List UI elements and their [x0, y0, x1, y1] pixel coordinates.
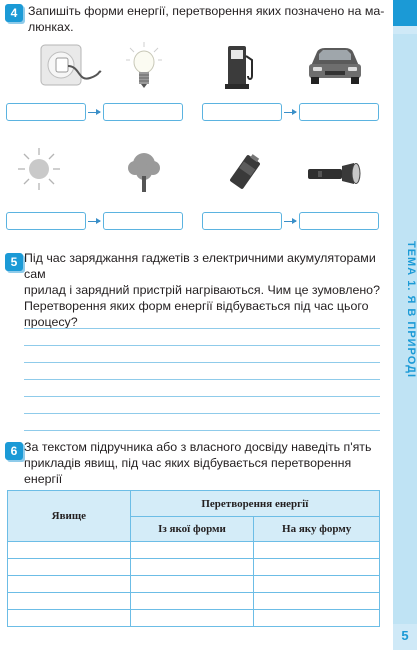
- table-cell[interactable]: [254, 559, 380, 576]
- arrow-icon: [88, 221, 100, 222]
- table-cell[interactable]: [130, 610, 254, 627]
- electric-socket-icon: [38, 42, 102, 92]
- table-cell[interactable]: [254, 576, 380, 593]
- answer-box[interactable]: [202, 212, 282, 230]
- table-cell[interactable]: [130, 593, 254, 610]
- table-cell[interactable]: [8, 542, 131, 559]
- page-number: 5: [401, 628, 409, 643]
- header-to-form: На яку форму: [254, 517, 380, 542]
- table-cell[interactable]: [8, 593, 131, 610]
- table-row: [8, 610, 380, 627]
- arrow-icon: [88, 112, 100, 113]
- task5-line3: Перетворення яких форм енергії відбувається під час цього: [24, 299, 369, 313]
- task5-line2: прилад і зарядний пристрій нагріваються. Чим це зумовлено?: [24, 283, 380, 297]
- header-from-form: Із якої форми: [130, 517, 254, 542]
- table-cell[interactable]: [254, 610, 380, 627]
- writing-line[interactable]: [24, 396, 380, 397]
- table-cell[interactable]: [130, 559, 254, 576]
- task-number-badge: 4: [5, 4, 23, 22]
- task5-line4: процесу?: [24, 315, 78, 329]
- answer-box[interactable]: [202, 103, 282, 121]
- car-icon: [307, 42, 363, 86]
- task-number-badge: 5: [5, 253, 23, 271]
- answer-box[interactable]: [6, 103, 86, 121]
- writing-line[interactable]: [24, 328, 380, 329]
- answer-box[interactable]: [299, 212, 379, 230]
- tree-icon: [126, 150, 162, 194]
- arrow-icon: [284, 221, 296, 222]
- task-number-badge: 6: [5, 442, 23, 460]
- table-cell[interactable]: [8, 610, 131, 627]
- table-cell[interactable]: [254, 593, 380, 610]
- task6-line1: За текстом підручника або з власного досвіду наведіть п'ять: [24, 440, 372, 454]
- writing-line[interactable]: [24, 362, 380, 363]
- table-cell[interactable]: [8, 576, 131, 593]
- flashlight-icon: [306, 160, 368, 186]
- table-row: [8, 593, 380, 610]
- fuel-pump-icon: [222, 42, 256, 90]
- answer-box[interactable]: [299, 103, 379, 121]
- strip-top: [393, 0, 417, 26]
- task4-line1: Запишіть форми енергії, перетворення яких позначено на ма-: [28, 4, 385, 18]
- task6-line2: прикладів явищ, під час яких відбувається перетворення енергії: [24, 456, 352, 486]
- answer-box[interactable]: [103, 212, 183, 230]
- battery-icon: [227, 152, 263, 192]
- sun-icon: [18, 148, 60, 190]
- light-bulb-icon: [126, 42, 162, 90]
- answer-box[interactable]: [103, 103, 183, 121]
- task4-line2: люнках.: [28, 20, 74, 34]
- table-cell[interactable]: [254, 542, 380, 559]
- table-cell[interactable]: [130, 542, 254, 559]
- table-row: [8, 559, 380, 576]
- task5-line1: Під час заряджання гаджетів з електричними акумуляторами сам: [24, 251, 376, 281]
- answer-box[interactable]: [6, 212, 86, 230]
- arrow-icon: [284, 112, 296, 113]
- task4-text: [28, 3, 388, 35]
- writing-line[interactable]: [24, 345, 380, 346]
- writing-line[interactable]: [24, 430, 380, 431]
- task5-text: [24, 250, 389, 330]
- table-row: [8, 576, 380, 593]
- writing-line[interactable]: [24, 413, 380, 414]
- table-cell[interactable]: [130, 576, 254, 593]
- table-row: [8, 542, 380, 559]
- header-phenomena: Явище: [8, 491, 131, 542]
- writing-line[interactable]: [24, 379, 380, 380]
- table-cell[interactable]: [8, 559, 131, 576]
- energy-table: [7, 490, 380, 627]
- header-transformation: Перетворення енергії: [130, 491, 379, 517]
- topic-label: ТЕМА 1. Я В ПРИРОДІ: [405, 241, 417, 379]
